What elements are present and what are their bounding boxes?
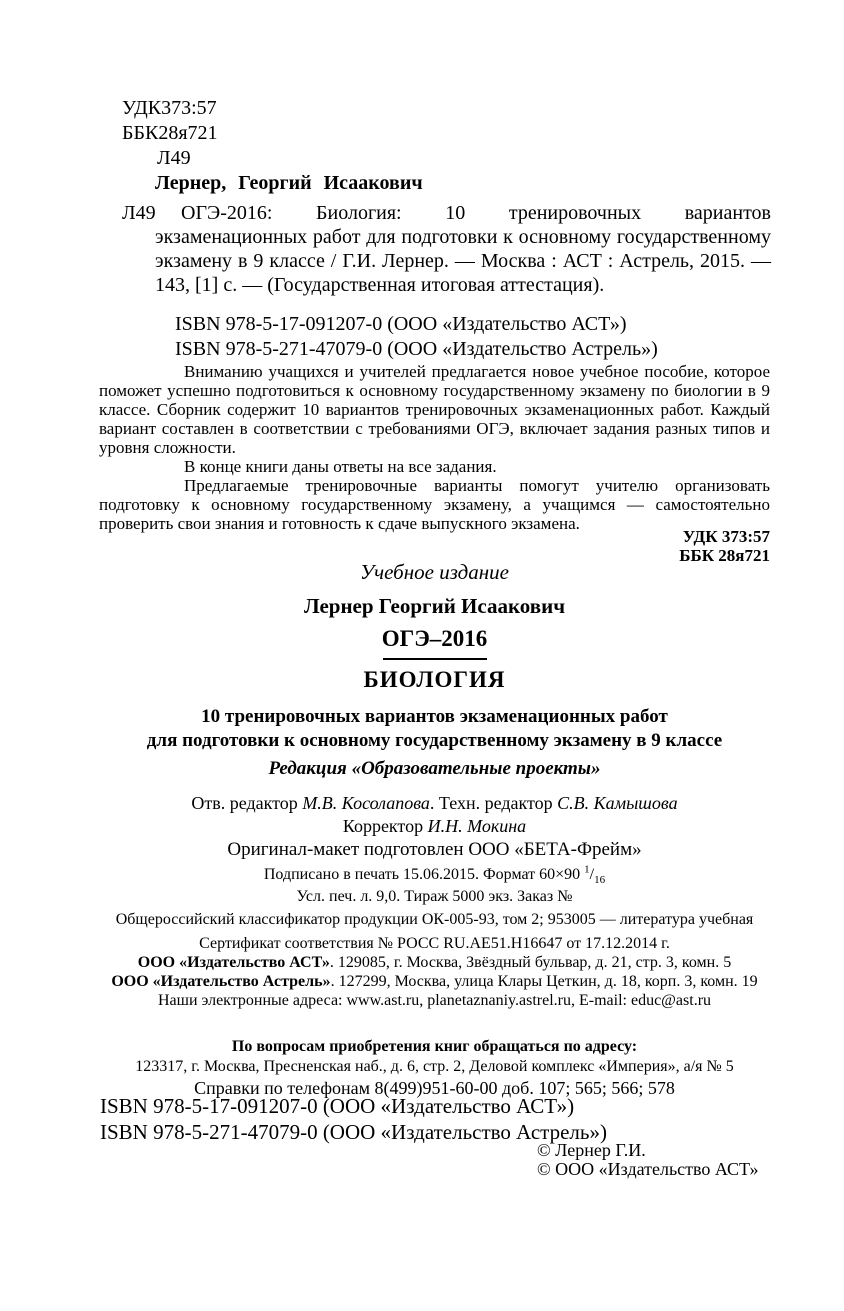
tech-editor-label: . Техн. редактор bbox=[429, 793, 558, 813]
annotation-paragraph-2: В конце книги даны ответы на все задания. bbox=[184, 457, 497, 476]
title-divider-rule bbox=[383, 658, 487, 660]
publisher-ast-line bbox=[99, 954, 770, 972]
format-fraction-slash: / bbox=[589, 866, 595, 883]
edition-subtitle-2: для подготовки к основному государственному экзамену в 9 классе bbox=[146, 730, 723, 751]
udk-right: УДК 373:57 bbox=[682, 527, 770, 546]
resp-editor-name: М.В. Косолапова bbox=[302, 793, 430, 813]
layout-line: Оригинал-макет подготовлен ООО «БЕТА-Фрейм» bbox=[227, 839, 642, 860]
entry-text: ОГЭ-2016: Биология: 10 тренировочных вариантов экзаменационных работ для подготовки к основному государственному экзамену в 9 классе / Г.И. Лернер. — Москва : АСТ : Астрель, 2015. — 143, [1] с. — (Государственная итоговая аттестация). bbox=[155, 202, 771, 296]
editors-line bbox=[99, 793, 770, 814]
edition-author: Лернер Георгий Исаакович bbox=[303, 594, 566, 618]
publisher-astrel-name: ООО «Издательство Астрель» bbox=[111, 973, 331, 990]
isbn-astrel-bottom: ISBN 978-5-271-47079-0 (ООО «Издательство Астрель») bbox=[100, 1120, 607, 1144]
bbk-line bbox=[122, 121, 218, 146]
edition-exam-title: ОГЭ–2016 bbox=[381, 626, 488, 651]
author-heading: Лернер, Георгий Исаакович bbox=[155, 172, 423, 194]
isbn-ast-bottom: ISBN 978-5-17-091207-0 (ООО «Издательство АСТ») bbox=[100, 1094, 575, 1118]
corrector-line bbox=[99, 816, 770, 837]
publisher-ast-name: ООО «Издательство АСТ» bbox=[137, 954, 330, 971]
annotation-paragraph-1: Вниманию учащихся и учителей предлагается новое учебное пособие, которое поможет успешно подготовиться к основному государственному экзамену по биологии в 9 классе. Сборник содержит 10 вариантов тренировочных экзаменационных работ. Каждый вариант составлен в соответствии с требованиями ОГЭ, включает задания разных типов и уровня сложности. bbox=[99, 362, 770, 457]
author-sign-code: Л49 bbox=[157, 147, 191, 169]
corrector-label: Корректор bbox=[342, 816, 428, 836]
purchase-phones: Справки по телефонам 8(499)951-60-00 доб. 107; 565; 566; 578 bbox=[194, 1078, 675, 1098]
format-fraction-numerator: 1 bbox=[584, 863, 590, 876]
isbn-astrel-top: ISBN 978-5-271-47079-0 (ООО «Издательство Астрель») bbox=[175, 338, 658, 360]
udk-line bbox=[122, 96, 218, 121]
publisher-ast-address: . 129085, г. Москва, Звёздный бульвар, д. 21, стр. 3, комн. 5 bbox=[329, 954, 732, 971]
entry-code: Л49 bbox=[122, 202, 156, 224]
corrector-name: И.Н. Мокина bbox=[427, 816, 527, 836]
edition-subject-title: БИОЛОГИЯ bbox=[363, 667, 506, 692]
edition-redaction: Редакция «Образовательные проекты» bbox=[268, 758, 601, 779]
format-fraction-denominator: 16 bbox=[594, 874, 606, 887]
udk-label: УДК bbox=[122, 97, 162, 119]
purchase-address: 123317, г. Москва, Пресненская наб., д. 6, стр. 2, Деловой комплекс «Империя», а/я № 5 bbox=[135, 1058, 734, 1075]
isbn-block-bottom bbox=[100, 1093, 607, 1145]
resp-editor-label: Отв. редактор bbox=[191, 793, 303, 813]
isbn-block-top bbox=[175, 312, 658, 362]
bibliographic-entry bbox=[122, 201, 771, 297]
copyright-block bbox=[537, 1141, 759, 1179]
signed-prefix: Подписано в печать 15.06.2015. Формат 60×90 bbox=[263, 866, 585, 883]
print-run-line: Усл. печ. л. 9,0. Тираж 5000 экз. Заказ № bbox=[296, 888, 573, 905]
annotation-paragraph-3: Предлагаемые тренировочные варианты помогут учителю организовать подготовку к основному государственному экзамену, а учащимся — самостоятельно проверить свои знания и готовность к сдаче выпускного экзамена. bbox=[99, 476, 770, 533]
annotation-block bbox=[99, 362, 770, 533]
bbk-value: 28я721 bbox=[158, 122, 218, 144]
bbk-label: ББК bbox=[122, 122, 159, 144]
isbn-ast-top: ISBN 978-5-17-091207-0 (ООО «Издательство АСТ») bbox=[175, 313, 627, 335]
edition-section bbox=[99, 560, 770, 1010]
tech-editor-name: С.В. Камышова bbox=[557, 793, 678, 813]
edition-kind: Учебное издание bbox=[359, 560, 510, 584]
copyright-publisher: © ООО «Издательство АСТ» bbox=[537, 1159, 759, 1179]
bbk-right: ББК 28я721 bbox=[679, 546, 770, 565]
publisher-astrel-line bbox=[99, 973, 770, 991]
emails-line: Наши электронные адреса: www.ast.ru, planetaznaniy.astrel.ru, E-mail: educ@ast.ru bbox=[157, 992, 712, 1009]
classifier-line: Общероссийский классификатор продукции ОК-005-93, том 2; 953005 — литература учебная bbox=[115, 911, 754, 928]
edition-subtitle-1: 10 тренировочных вариантов экзаменационных работ bbox=[201, 706, 668, 727]
cataloguing-block bbox=[122, 96, 218, 171]
udk-value: 373:57 bbox=[161, 97, 217, 119]
publisher-astrel-address: . 127299, Москва, улица Клары Цеткин, д. 18, корп. 3, комн. 19 bbox=[330, 973, 758, 990]
signed-line bbox=[99, 863, 770, 887]
copyright-author: © Лернер Г.И. bbox=[537, 1140, 646, 1160]
purchase-heading: По вопросам приобретения книг обращаться по адресу: bbox=[231, 1038, 638, 1055]
certificate-line: Сертификат соответствия № РОСС RU.AE51.H16647 от 17.12.2014 г. bbox=[199, 935, 670, 952]
purchase-block bbox=[99, 1038, 770, 1099]
